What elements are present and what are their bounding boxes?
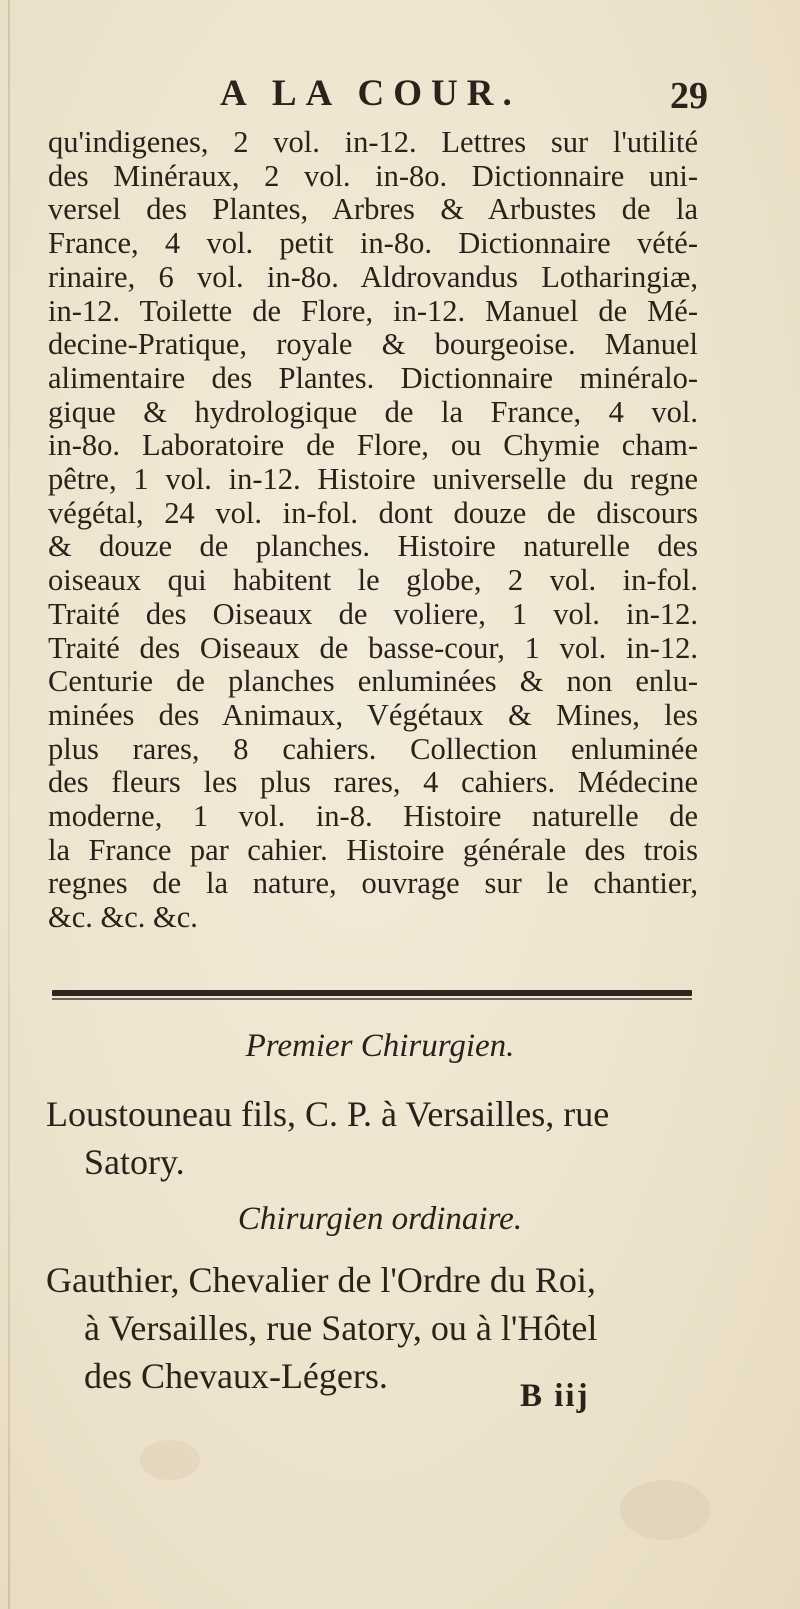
text-line: gique & hydrologique de la France, 4 vol. <box>48 394 698 429</box>
section-entry <box>46 1090 706 1186</box>
section-rule-thin <box>52 998 692 1000</box>
page-header <box>48 72 708 122</box>
text-line: végétal, 24 vol. in-fol. dont douze de discours <box>48 495 698 530</box>
text-line: moderne, 1 vol. in-8. Histoire naturelle de <box>48 799 698 834</box>
section-entry <box>46 1256 706 1400</box>
entry-line: des Chevaux-Légers. <box>84 1356 388 1396</box>
section-heading: Premier Chirurgien. <box>245 1028 515 1064</box>
text-line: France, 4 vol. petit in-8o. Dictionnaire vété- <box>48 226 698 261</box>
text-line: decine-Pratique, royale & bourgeoise. Manuel <box>48 327 698 362</box>
text-line: rinaire, 6 vol. in-8o. Aldrovandus Lotharingiæ, <box>48 259 698 294</box>
text-line: in-12. Toilette de Flore, in-12. Manuel de Mé- <box>48 293 698 328</box>
body-paragraph <box>48 126 698 935</box>
text-line: qu'indigenes, 2 vol. in-12. Lettres sur l'utilité <box>48 125 698 159</box>
text-line: versel des Plantes, Arbres & Arbustes de la <box>48 192 698 227</box>
text-line: pêtre, 1 vol. in-12. Histoire universelle du regne <box>48 462 698 497</box>
text-line: Traité des Oiseaux de basse-cour, 1 vol. in-12. <box>48 630 698 665</box>
running-head: A LA COUR. <box>220 73 521 114</box>
text-line: & douze de planches. Histoire naturelle des <box>48 529 698 564</box>
page-edge <box>8 0 10 1609</box>
text-line: in-8o. Laboratoire de Flore, ou Chymie cham- <box>48 428 698 463</box>
section-rule <box>52 990 692 996</box>
entry-line: à Versailles, rue Satory, ou à l'Hôtel <box>84 1308 598 1348</box>
text-line: des Minéraux, 2 vol. in-8o. Dictionnaire uni- <box>48 158 698 193</box>
entry-line: Loustouneau fils, C. P. à Versailles, rue <box>46 1094 610 1134</box>
text-line: oiseaux qui habitent le globe, 2 vol. in-fol. <box>48 563 698 598</box>
text-line: alimentaire des Plantes. Dictionnaire minéralo- <box>48 360 698 395</box>
text-line: Centurie de planches enluminées & non enlu- <box>48 664 698 699</box>
section-heading: Chirurgien ordinaire. <box>237 1201 523 1237</box>
entry-line: Satory. <box>84 1142 185 1182</box>
text-line: plus rares, 8 cahiers. Collection enluminée <box>48 731 698 766</box>
text-line: regnes de la nature, ouvrage sur le chantier, <box>48 866 698 901</box>
signature-mark: B iij <box>520 1378 590 1414</box>
page-number: 29 <box>670 75 708 117</box>
text-line: minées des Animaux, Végétaux & Mines, les <box>48 697 698 732</box>
entry-line: Gauthier, Chevalier de l'Ordre du Roi, <box>46 1260 596 1300</box>
text-line: Traité des Oiseaux de voliere, 1 vol. in-12. <box>48 596 698 631</box>
text-line: &c. &c. &c. <box>48 900 198 935</box>
paper-stain <box>620 1480 710 1540</box>
paper-stain <box>140 1440 200 1480</box>
text-line: la France par cahier. Histoire générale des trois <box>48 832 698 867</box>
text-line: des fleurs les plus rares, 4 cahiers. Médecine <box>48 765 698 800</box>
